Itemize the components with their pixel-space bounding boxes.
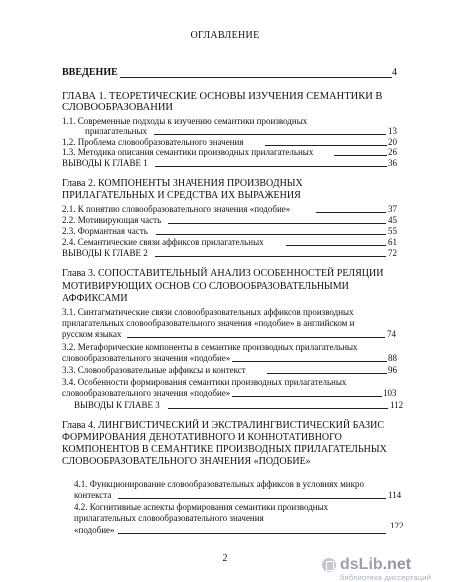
section-1-2-page: 20 <box>388 137 397 147</box>
section-2-3-page: 55 <box>388 226 397 236</box>
chapter-1-title-line2: СЛОВООБРАЗОВАНИИ <box>62 102 173 113</box>
library-logo-icon <box>322 558 336 572</box>
section-4-1-line1: 4.1. Функционирование словообразовательных аффиксов в условиях микро <box>74 479 364 489</box>
chapter-2-title-line1: Глава 2. КОМПОНЕНТЫ ЗНАЧЕНИЯ ПРОИЗВОДНЫХ <box>62 178 303 189</box>
section-3-2-page: 88 <box>388 353 397 363</box>
section-2-2-leader <box>168 223 386 224</box>
chapter-4-title-line3: КОМПОНЕНТОВ В СЕМАНТИКЕ ПРОИЗВОДНЫХ ПРИЛАГАТЕЛЬНЫХ <box>62 444 387 455</box>
section-3-4-page: 103 <box>383 388 397 398</box>
section-4-2-line2: прилагательных словообразовательного значения <box>74 513 264 523</box>
section-3-1-line1: 3.1. Синтагматические связи словообразовательных аффиксов производных <box>62 307 354 317</box>
section-1-3-page: 26 <box>388 147 397 157</box>
toc-title: ОГЛАВЛЕНИЕ <box>190 30 260 41</box>
chapter-3-title-line1: Глава 3. СОПОСТАВИТЕЛЬНЫЙ АНАЛИЗ ОСОБЕННОСТЕЙ РЕЛЯЦИИ <box>62 268 384 279</box>
conclusion-1-leader <box>155 166 387 167</box>
section-4-2-page: 122 <box>390 521 404 528</box>
section-4-2-line1: 4.2. Когнитивные аспекты формирования семантики производных <box>74 502 329 512</box>
section-2-2: 2.2. Мотивирующая часть <box>62 215 162 225</box>
conclusion-2-leader <box>155 256 386 257</box>
chapter-2-title-line2: ПРИЛАГАТЕЛЬНЫХ И СРЕДСТВА ИХ ВЫРАЖЕНИЯ <box>62 190 301 201</box>
conclusion-3: ВЫВОДЫ К ГЛАВЕ 3 <box>74 400 160 410</box>
section-4-2-line3: «подобие» <box>74 525 115 535</box>
section-3-1-leader <box>127 337 385 338</box>
section-4-1-line2: контекста <box>74 490 112 500</box>
section-2-1: 2.1. К понятию словообразовательного значения «подобие» <box>62 204 291 214</box>
conclusion-2-page: 72 <box>388 248 397 258</box>
section-4-1-leader <box>118 498 386 499</box>
section-3-1-line2: прилагательных словообразовательного значения «подобие» в английском и <box>62 318 355 328</box>
section-3-4-line2: словообразовательного значения «подобие» <box>62 388 231 398</box>
conclusion-3-leader <box>168 408 388 409</box>
section-3-2-line2: словообразовательного значения «подобие» <box>62 353 231 363</box>
section-4-1-page: 114 <box>388 490 402 500</box>
watermark-subtitle: библиотека диссертаций <box>340 573 432 582</box>
chapter-1-title-line1: ГЛАВА 1. ТЕОРЕТИЧЕСКИЕ ОСНОВЫ ИЗУЧЕНИЯ СЕМАНТИКИ В <box>62 91 383 102</box>
toc-intro-page: 4 <box>392 67 397 78</box>
section-1-1-line2: прилагательных <box>85 126 147 136</box>
section-1-3-leader <box>334 155 387 156</box>
section-3-3: 3.3. Словообразовательные аффиксы и контекст <box>62 365 246 375</box>
conclusion-2: ВЫВОДЫ К ГЛАВЕ 2 <box>62 248 148 258</box>
section-2-3: 2.3. Формантная часть <box>62 226 148 236</box>
section-2-4: 2.4. Семантические связи аффиксов прилагательных <box>62 237 264 247</box>
section-3-2-leader <box>232 361 387 362</box>
section-2-4-leader <box>286 245 386 246</box>
section-1-2: 1.2. Проблема словообразовательного значения <box>62 137 244 147</box>
watermark-logo-domain: .net <box>382 556 412 573</box>
chapter-3-title-line2: МОТИВИРУЮЩИХ ОСНОВ СО СЛОВООБРАЗОВАТЕЛЬНЫМИ <box>62 281 349 292</box>
section-4-2-leader <box>118 533 386 534</box>
section-3-4-leader <box>232 396 382 397</box>
watermark[interactable] <box>340 556 450 582</box>
section-1-1-page: 13 <box>388 126 397 136</box>
conclusion-3-page: 112 <box>390 400 404 410</box>
section-3-2-line1: 3.2. Метафорические компоненты в семантике производных прилагательных <box>62 342 358 352</box>
section-3-3-leader <box>267 373 387 374</box>
section-3-1-page: 74 <box>387 329 396 339</box>
chapter-4-title-line2: ФОРМИРОВАНИЯ ДЕНОТАТИВНОГО И КОННОТАТИВНОГО <box>62 432 342 443</box>
toc-intro-label: ВВЕДЕНИЕ <box>62 67 118 78</box>
watermark-logo <box>340 556 411 574</box>
conclusion-1-page: 36 <box>388 158 397 168</box>
section-3-3-page: 96 <box>388 365 397 375</box>
section-2-3-leader <box>156 234 386 235</box>
toc-intro-leader <box>120 77 392 78</box>
chapter-4-title-line4: СЛОВООБРАЗОВАТЕЛЬНОГО ЗНАЧЕНИЯ «ПОДОБИЕ» <box>62 456 311 467</box>
chapter-3-title-line3: АФФИКСАМИ <box>62 293 128 304</box>
watermark-logo-main: dsLib <box>340 556 383 573</box>
section-2-2-page: 45 <box>388 215 397 225</box>
section-1-3: 1.3. Методика описания семантики производных прилагательных <box>62 147 314 157</box>
section-2-4-page: 61 <box>388 237 397 247</box>
page-number: 2 <box>222 553 228 564</box>
section-2-1-page: 37 <box>388 204 397 214</box>
chapter-4-title-line1: Глава 4. ЛИНГВИСТИЧЕСКИЙ И ЭКСТРАЛИНГВИСТИЧЕСКИЙ БАЗИС <box>62 420 385 431</box>
section-3-4-line1: 3.4. Особенности формирования семантики производных прилагательных <box>62 377 347 387</box>
section-1-1-line1: 1.1. Современные подходы к изучению семантики производных <box>62 116 308 126</box>
section-1-1-leader <box>154 134 386 135</box>
conclusion-1: ВЫВОДЫ К ГЛАВЕ 1 <box>62 158 148 168</box>
section-3-1-line3: русском языках <box>62 329 122 339</box>
section-2-1-leader <box>316 212 386 213</box>
